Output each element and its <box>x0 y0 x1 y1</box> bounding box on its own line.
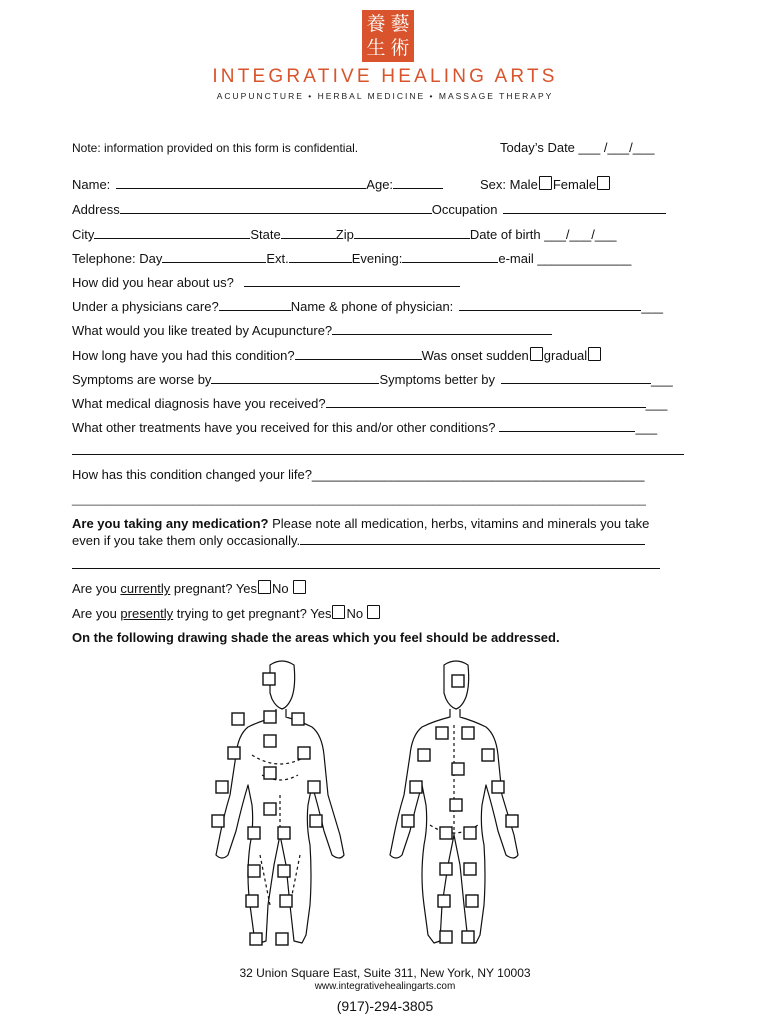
better-label: Symptoms better by <box>379 372 496 387</box>
diagnosis-tail: ___ <box>645 396 668 411</box>
trying-row <box>72 605 381 622</box>
sex-row <box>480 176 611 193</box>
address-label: Address <box>72 202 120 217</box>
physician-name-label: Name & phone of physician: <box>290 299 454 314</box>
area-checkbox[interactable] <box>308 781 320 793</box>
pregnant-no-checkbox[interactable] <box>293 580 306 594</box>
pregnant-yes-label: pregnant? Yes <box>170 581 258 596</box>
hear-about-field[interactable] <box>244 274 460 287</box>
footer-website[interactable]: www.integrativehealingarts.com <box>314 981 456 992</box>
physician-row <box>72 298 663 315</box>
area-checkbox[interactable] <box>506 815 518 827</box>
age-label: Age: <box>366 177 394 192</box>
pregnant-prefix: Are you <box>72 581 121 596</box>
state-field[interactable] <box>281 226 336 239</box>
condition-row <box>72 347 602 364</box>
area-checkbox[interactable] <box>310 815 322 827</box>
area-checkbox[interactable] <box>263 673 275 685</box>
area-checkbox[interactable] <box>264 767 276 779</box>
area-checkbox[interactable] <box>280 895 292 907</box>
telephone-row <box>72 250 631 267</box>
brand-name: INTEGRATIVE HEALING ARTS <box>212 66 558 87</box>
drawing-instruction: On the following drawing shade the areas which you feel should be addressed. <box>72 630 560 645</box>
telephone-day-label: Telephone: Day <box>72 251 163 266</box>
area-checkbox[interactable] <box>212 815 224 827</box>
hear-about-label: How did you hear about us? <box>72 275 234 290</box>
ext-field[interactable] <box>289 250 352 263</box>
address-row <box>72 201 666 218</box>
area-checkbox[interactable] <box>292 713 304 725</box>
occupation-label: Occupation <box>431 202 498 217</box>
dob-field[interactable]: Date of birth ___/___/___ <box>469 227 617 242</box>
medication-text: Please note all medication, herbs, vitamins and minerals you take <box>268 516 650 531</box>
area-checkbox[interactable] <box>248 827 260 839</box>
pregnant-row <box>72 580 307 597</box>
area-checkbox[interactable] <box>462 727 474 739</box>
onset-sudden-checkbox[interactable] <box>530 347 543 361</box>
age-field[interactable] <box>393 176 443 189</box>
area-checkbox[interactable] <box>264 711 276 723</box>
state-label: State <box>250 227 281 242</box>
area-checkbox[interactable] <box>418 749 430 761</box>
diagnosis-label: What medical diagnosis have you received? <box>72 396 326 411</box>
area-checkbox[interactable] <box>436 727 448 739</box>
diagnosis-row <box>72 395 667 412</box>
condition-label: How long have you had this condition? <box>72 348 295 363</box>
area-checkbox[interactable] <box>462 931 474 943</box>
brand-tagline: ACUPUNCTURE • HERBAL MEDICINE • MASSAGE THERAPY <box>216 91 554 101</box>
occupation-field[interactable] <box>503 201 666 214</box>
area-checkbox[interactable] <box>440 827 452 839</box>
diagnosis-field[interactable] <box>326 395 646 408</box>
front-area-checkboxes <box>212 673 322 945</box>
sex-male-label: Sex: Male <box>480 177 538 192</box>
logo-char: 養 <box>366 13 386 35</box>
area-checkbox[interactable] <box>228 747 240 759</box>
logo-char: 生 <box>366 37 386 59</box>
worse-field[interactable] <box>211 371 379 384</box>
treated-field[interactable] <box>332 322 552 335</box>
sex-female-label: Female <box>552 177 597 192</box>
confidential-note: Note: information provided on this form is confidential. <box>72 141 359 155</box>
pregnant-underlined: currently <box>120 581 171 596</box>
area-checkbox[interactable] <box>250 933 262 945</box>
trying-prefix: Are you <box>72 606 121 621</box>
city-label: City <box>72 227 95 242</box>
area-checkbox[interactable] <box>248 865 260 877</box>
name-field[interactable] <box>116 176 366 189</box>
other-treatments-line[interactable] <box>72 454 684 455</box>
area-checkbox[interactable] <box>464 827 476 839</box>
city-field[interactable] <box>94 226 250 239</box>
trying-underlined: presently <box>120 606 174 621</box>
area-checkbox[interactable] <box>452 763 464 775</box>
trying-no-checkbox[interactable] <box>367 605 380 619</box>
area-checkbox[interactable] <box>264 735 276 747</box>
area-checkbox[interactable] <box>278 827 290 839</box>
area-checkbox[interactable] <box>464 863 476 875</box>
area-checkbox[interactable] <box>466 895 478 907</box>
treated-row <box>72 322 552 339</box>
area-checkbox[interactable] <box>410 781 422 793</box>
symptoms-row <box>72 371 673 388</box>
area-checkbox[interactable] <box>276 933 288 945</box>
area-checkbox[interactable] <box>264 803 276 815</box>
changed-life-field[interactable]: How has this condition changed your life?______________________________________________ <box>72 467 645 482</box>
medication-field[interactable] <box>300 532 645 545</box>
todays-date-field[interactable]: Today’s Date ___ /___/___ <box>500 140 655 155</box>
trying-yes-checkbox[interactable] <box>332 605 345 619</box>
body-diagram <box>200 655 540 955</box>
hear-about-row <box>72 274 460 291</box>
area-checkbox[interactable] <box>298 747 310 759</box>
ext-label: Ext. <box>266 251 289 266</box>
other-treatments-tail: ___ <box>635 420 658 435</box>
city-row <box>72 226 617 243</box>
zip-label: Zip <box>335 227 354 242</box>
email-field[interactable]: e-mail _____________ <box>498 251 632 266</box>
medication-question: Are you taking any medication? <box>72 516 269 531</box>
treated-label: What would you like treated by Acupuncture? <box>72 323 333 338</box>
evening-label: Evening: <box>351 251 403 266</box>
worse-label: Symptoms are worse by <box>72 372 212 387</box>
medication-line[interactable] <box>72 568 660 569</box>
pregnant-yes-checkbox[interactable] <box>258 580 271 594</box>
better-tail: ___ <box>651 372 673 387</box>
other-treatments-label: What other treatments have you received for this and/or other conditions? <box>72 420 496 435</box>
footer-address: 32 Union Square East, Suite 311, New York, NY 10003 <box>239 966 531 980</box>
address-field[interactable] <box>120 201 432 214</box>
onset-gradual-checkbox[interactable] <box>588 347 601 361</box>
name-label: Name: <box>72 177 111 192</box>
area-checkbox[interactable] <box>278 865 290 877</box>
condition-field[interactable] <box>295 347 422 360</box>
physician-tail: ___ <box>641 299 664 314</box>
trying-yes-label: trying to get pregnant? Yes <box>173 606 332 621</box>
area-checkbox[interactable] <box>232 713 244 725</box>
logo <box>362 10 414 62</box>
area-checkbox[interactable] <box>492 781 504 793</box>
medication-row <box>72 516 649 532</box>
logo-char: 藝 <box>390 13 410 35</box>
female-checkbox[interactable] <box>597 176 610 190</box>
footer-phone: (917)-294-3805 <box>336 998 434 1014</box>
name-row <box>72 176 443 193</box>
area-checkbox[interactable] <box>482 749 494 761</box>
male-checkbox[interactable] <box>539 176 552 190</box>
medication-row-2 <box>72 532 645 549</box>
pregnant-no-label: No <box>272 581 289 596</box>
other-treatments-field[interactable] <box>499 419 635 432</box>
area-checkbox[interactable] <box>246 895 258 907</box>
other-treatments-row <box>72 419 657 436</box>
trying-no-label: No <box>346 606 364 621</box>
evening-field[interactable] <box>402 250 498 263</box>
physician-name-field[interactable] <box>459 298 641 311</box>
physician-care-field[interactable] <box>219 298 291 311</box>
changed-life-line[interactable]: ______________________________________________________________________________________ <box>72 492 646 506</box>
area-checkbox[interactable] <box>450 799 462 811</box>
physician-care-label: Under a physicians care? <box>72 299 219 314</box>
logo-char: 術 <box>390 37 410 59</box>
area-checkbox[interactable] <box>452 675 464 687</box>
better-field[interactable] <box>501 371 651 384</box>
area-checkbox[interactable] <box>216 781 228 793</box>
onset-label: Was onset sudden <box>421 348 529 363</box>
area-checkbox[interactable] <box>438 895 450 907</box>
area-checkbox[interactable] <box>402 815 414 827</box>
gradual-label: gradual <box>543 348 588 363</box>
telephone-day-field[interactable] <box>162 250 266 263</box>
zip-field[interactable] <box>354 226 470 239</box>
medication-text-2: even if you take them only occasionally. <box>72 533 301 548</box>
area-checkbox[interactable] <box>440 863 452 875</box>
area-checkbox[interactable] <box>440 931 452 943</box>
